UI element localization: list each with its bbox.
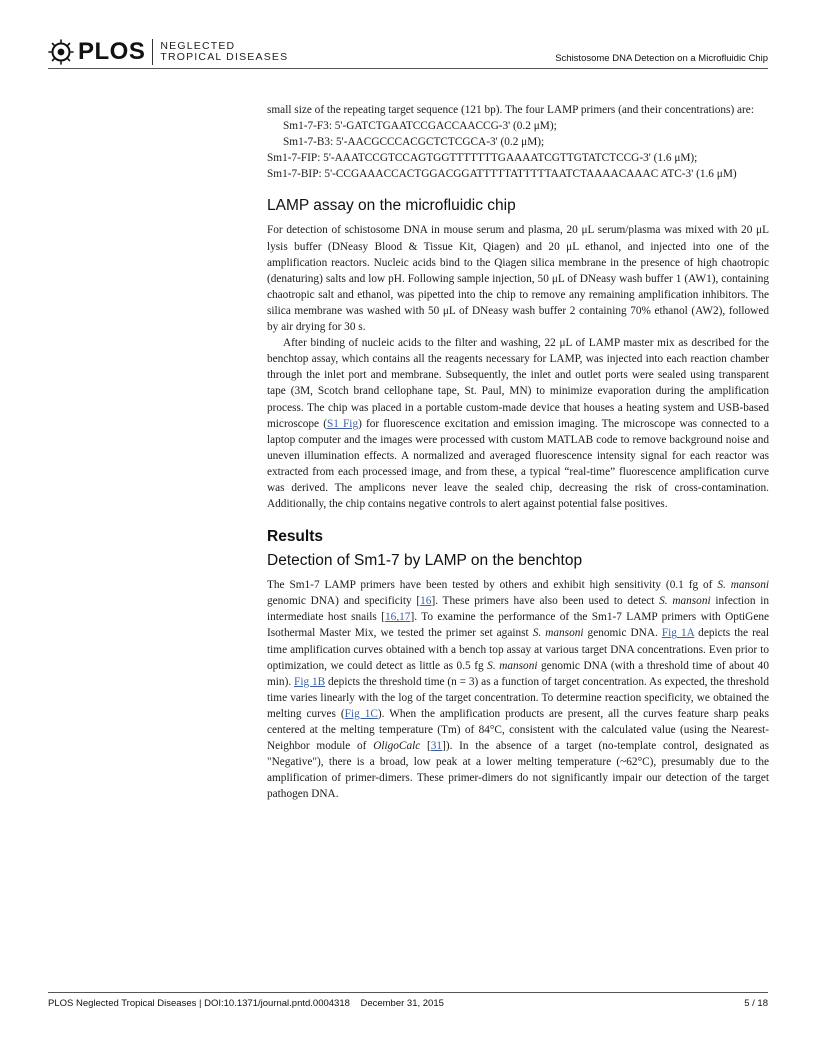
ref-31-link[interactable]: 31 xyxy=(430,740,443,753)
results-text: infection in intermediate host snails [ xyxy=(267,595,769,624)
section1-p2-text-a: After binding of nucleic acids to the filter and washing, 22 μL of LAMP master mix as described for the benchtop assay, which contains all the reagents necessary for LAMP, was injected into each reaction chamber through the inlet port and membrane. Subsequently, the inlet and outlet ports were sealed using transparent tape (3M, Scotch brand cellophane tape, St. Paul, MN) to minimize evaporation during the amplification process. The chip was placed in a portable custom-made device that houses a heating system and USB-based microscope ( xyxy=(267,337,769,430)
footer-citation: PLOS Neglected Tropical Diseases | DOI:10.1371/journal.pntd.0004318 December 31, 2015 xyxy=(48,998,444,1009)
species-name: S. mansoni xyxy=(532,627,584,640)
primer-f3: Sm1-7-F3: 5'-GATCTGAATCCGACCAACCG-3' (0.2 μM); xyxy=(283,120,557,133)
running-head: Schistosome DNA Detection on a Microfluidic Chip xyxy=(555,53,768,64)
species-name: S. mansoni xyxy=(717,579,769,592)
results-text: ). When the amplification products are present, all the curves feature sharp peaks centered at the melting temperature (Tm) of 84°C, consistent with the calculated value (using the Nearest-Neighbor module of xyxy=(267,707,769,753)
journal-logo xyxy=(48,38,288,66)
results-text: [ xyxy=(420,740,431,753)
page-header xyxy=(0,0,816,80)
logo-separator xyxy=(152,39,153,65)
results-text: ]). In the absence of a target (no-template control, designated as "Negative"), there is a broad, low peak at a lower melting temperature (~62°C), presumably due to the amplification of primer-dimers. These primer-dimers do not significantly impair our detection of the target pathogen DNA. xyxy=(267,740,769,801)
section1-p2-text-b: ) for fluorescence excitation and emission imaging. The microscope was connected to a laptop computer and the images were processed with custom MATLAB code to remove background noise and uneven illumination effects. A normalized and averaged fluorescence intensity signal for each reactor was extracted from each processed image, and from these, a typical “real-time” fluorescence amplification curve was derived. The amplicons never leave the sealed chip, decreasing the risk of cross-contamination. Additionally, the chip contains negative controls to alert against potential false positives. xyxy=(267,417,770,511)
results-text: ]. To examine the performance of the Sm1-7 LAMP primers with OptiGene Isothermal Master Mix, we tested the primer set against xyxy=(267,611,770,640)
intro-paragraph: small size of the repeating target sequence (121 bp). The four LAMP primers (and their concentrations) are: xyxy=(267,104,754,116)
footer-rule xyxy=(48,992,768,993)
results-text: depicts the real time amplification curves obtained with a bench top assay at various target DNA concentrations. Even prior to optimization, we could detect as little as 0.5 fg xyxy=(267,627,769,672)
primer-b3: Sm1-7-B3: 5'-AACGCCCACGCTCTCGCA-3' (0.2 μM); xyxy=(283,136,545,149)
logo-journal-name xyxy=(160,41,288,63)
species-name: S. mansoni xyxy=(487,659,538,672)
plos-logo-icon xyxy=(48,39,74,65)
results-text: genomic DNA (with a threshold time of about 40 min). xyxy=(267,659,769,688)
section1-paragraph-1: For detection of schistosome DNA in mouse serum and plasma, 20 μL serum/plasma was mixed with 20 μL lysis buffer (DNeasy Blood & Tissue Kit, Qiagen) and 20 μL ethanol, and injected into one of the amplification reactors. Nucleic acids bind to the Qiagen silica membrane in the presence of high chaotropic (denaturing) salts and low pH. Following sample injection, 50 μL of DNeasy wash buffer 1 (AW1), containing chaotropic salt and ethanol, was pipetted into the chip to remove any remaining amplification inhibitors. The silica membrane was washed with 50 μL of DNeasy wash buffer 2 containing 70% ethanol (AW2), followed by air drying for 30 s. xyxy=(267,224,769,334)
primer-fip: Sm1-7-FIP: 5'-AAATCCGTCCAGTGGTTTTTTTGAAAATCGTTGTATCTCCG-3' (1.6 μM); xyxy=(267,152,698,165)
results-heading: Results xyxy=(267,528,323,546)
fig-1a-link[interactable]: Fig 1A xyxy=(661,627,695,640)
logo-journal-line2: TROPICAL DISEASES xyxy=(160,51,289,63)
article-body xyxy=(267,102,769,802)
fig-1c-link[interactable]: Fig 1C xyxy=(344,707,378,720)
species-name: S. mansoni xyxy=(659,595,711,608)
ref-16-link[interactable]: 16 xyxy=(420,595,432,608)
software-name: OligoCalc xyxy=(373,740,421,753)
section1-paragraph-2 xyxy=(267,335,769,512)
results-paragraph xyxy=(267,577,769,802)
primer-bip: Sm1-7-BIP: 5'-CCGAAACCACTGGACGGATTTTTATTTTTAATCTAAAACAAAC ATC-3' (1.6 μM) xyxy=(267,168,737,181)
results-subheading: Detection of Sm1-7 by LAMP on the benchtop xyxy=(267,552,583,570)
ref-16-17-link[interactable]: 16,17 xyxy=(385,611,411,624)
results-text: genomic DNA) and specificity [ xyxy=(267,595,421,608)
logo-journal-line1: NEGLECTED xyxy=(160,40,236,52)
results-text: genomic DNA. xyxy=(583,627,662,640)
results-text: The Sm1-7 LAMP primers have been tested by others and exhibit high sensitivity (0.1 fg of xyxy=(267,579,718,592)
logo-plos-text: PLOS xyxy=(78,38,146,65)
results-text: ]. These primers have also been used to detect xyxy=(431,595,660,608)
header-rule xyxy=(48,68,768,69)
results-text: depicts the threshold time (n = 3) as a function of target concentration. As expected, the threshold time varies linearly with the log of the target concentration. To determine reaction specificity, we obtained the melting curves ( xyxy=(267,675,769,720)
fig-1b-link[interactable]: Fig 1B xyxy=(294,675,326,688)
section-heading-lamp-chip: LAMP assay on the microfluidic chip xyxy=(267,197,516,215)
footer-page-number: 5 / 18 xyxy=(744,998,768,1009)
link-s1-fig[interactable]: S1 Fig xyxy=(326,417,359,430)
